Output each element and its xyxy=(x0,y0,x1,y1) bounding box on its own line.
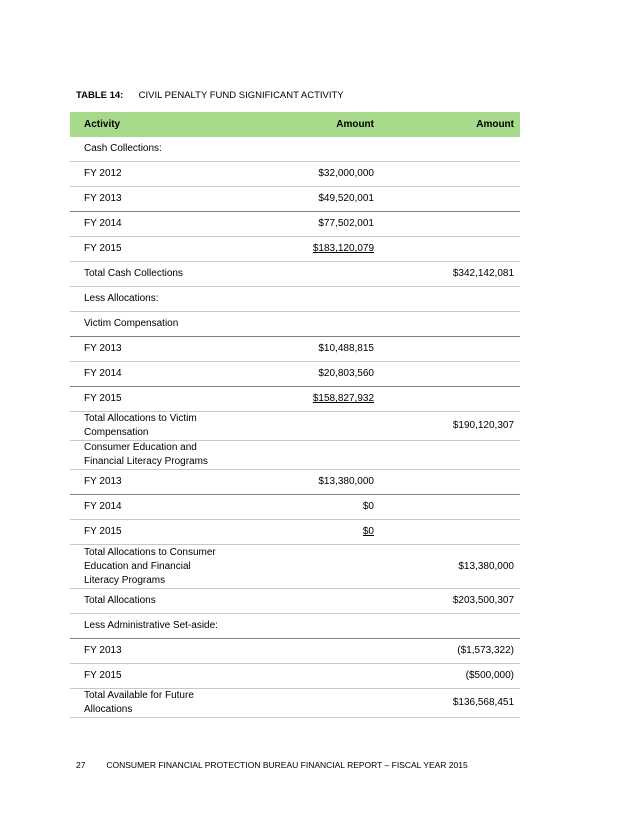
activity-cell: Total Cash Collections xyxy=(70,262,230,287)
amount-cell: $20,803,560 xyxy=(230,362,380,387)
activity-cell: Less Allocations: xyxy=(70,287,230,312)
civil-penalty-fund-table xyxy=(70,112,520,718)
amount-cell: $0 xyxy=(230,495,380,520)
table-row xyxy=(70,545,520,589)
total-amount-cell: $13,380,000 xyxy=(380,545,520,589)
amount-cell: $13,380,000 xyxy=(230,470,380,495)
table-row xyxy=(70,187,520,212)
activity-cell: FY 2014 xyxy=(70,362,230,387)
total-amount-cell: ($1,573,322) xyxy=(380,639,520,664)
total-amount-cell xyxy=(380,495,520,520)
total-amount-cell xyxy=(380,441,520,470)
activity-cell: FY 2015 xyxy=(70,387,230,412)
amount-cell: $0 xyxy=(230,520,380,545)
activity-cell: FY 2012 xyxy=(70,162,230,187)
total-amount-cell xyxy=(380,162,520,187)
table-row xyxy=(70,470,520,495)
amount-cell xyxy=(230,137,380,162)
total-amount-cell: ($500,000) xyxy=(380,664,520,689)
total-amount-cell xyxy=(380,187,520,212)
table-row xyxy=(70,495,520,520)
total-amount-cell xyxy=(380,362,520,387)
activity-cell: FY 2015 xyxy=(70,237,230,262)
header-amount: Amount xyxy=(230,112,380,137)
table-row xyxy=(70,520,520,545)
amount-cell xyxy=(230,441,380,470)
activity-cell: FY 2013 xyxy=(70,187,230,212)
footer-title: CONSUMER FINANCIAL PROTECTION BUREAU FINANCIAL REPORT – FISCAL YEAR 2015 xyxy=(106,760,468,770)
activity-cell: Cash Collections: xyxy=(70,137,230,162)
table-row xyxy=(70,287,520,312)
activity-cell: Total Allocations to Victim Compensation xyxy=(70,412,230,441)
activity-cell: Less Administrative Set-aside: xyxy=(70,614,230,639)
total-amount-cell: $136,568,451 xyxy=(380,689,520,718)
amount-cell: $32,000,000 xyxy=(230,162,380,187)
table-row xyxy=(70,639,520,664)
activity-cell: Total Available for Future Allocations xyxy=(70,689,230,718)
activity-cell: FY 2013 xyxy=(70,470,230,495)
activity-cell: FY 2015 xyxy=(70,520,230,545)
total-amount-cell xyxy=(380,387,520,412)
total-amount-cell xyxy=(380,287,520,312)
table-row xyxy=(70,312,520,337)
total-amount-cell xyxy=(380,212,520,237)
table-title: CIVIL PENALTY FUND SIGNIFICANT ACTIVITY xyxy=(138,90,344,101)
table-row xyxy=(70,614,520,639)
header-activity: Activity xyxy=(70,112,230,137)
table-row xyxy=(70,689,520,718)
table-row xyxy=(70,137,520,162)
table-row xyxy=(70,412,520,441)
table-row xyxy=(70,237,520,262)
amount-cell xyxy=(230,545,380,589)
activity-cell: Total Allocations xyxy=(70,589,230,614)
table-number: TABLE 14: xyxy=(76,90,124,101)
amount-cell: $183,120,079 xyxy=(230,237,380,262)
total-amount-cell xyxy=(380,614,520,639)
table-row xyxy=(70,212,520,237)
page-footer xyxy=(76,760,468,770)
total-amount-cell xyxy=(380,312,520,337)
total-amount-cell: $203,500,307 xyxy=(380,589,520,614)
total-amount-cell xyxy=(380,337,520,362)
total-amount-cell xyxy=(380,520,520,545)
total-amount-cell xyxy=(380,237,520,262)
table-row xyxy=(70,664,520,689)
table-row xyxy=(70,262,520,287)
table-row xyxy=(70,337,520,362)
amount-cell xyxy=(230,262,380,287)
activity-cell: FY 2014 xyxy=(70,212,230,237)
amount-cell xyxy=(230,664,380,689)
table-row xyxy=(70,362,520,387)
amount-cell xyxy=(230,689,380,718)
total-amount-cell: $190,120,307 xyxy=(380,412,520,441)
activity-cell: FY 2013 xyxy=(70,337,230,362)
page-number: 27 xyxy=(76,760,86,770)
total-amount-cell xyxy=(380,470,520,495)
amount-cell: $49,520,001 xyxy=(230,187,380,212)
activity-cell: FY 2015 xyxy=(70,664,230,689)
amount-cell: $77,502,001 xyxy=(230,212,380,237)
total-amount-cell: $342,142,081 xyxy=(380,262,520,287)
activity-cell: Victim Compensation xyxy=(70,312,230,337)
table-row xyxy=(70,162,520,187)
amount-cell xyxy=(230,639,380,664)
amount-cell xyxy=(230,614,380,639)
amount-cell xyxy=(230,412,380,441)
table-caption xyxy=(76,90,344,101)
header-amount-total: Amount xyxy=(380,112,520,137)
table-header-row xyxy=(70,112,520,137)
amount-cell xyxy=(230,589,380,614)
table-body xyxy=(70,137,520,718)
activity-cell: Consumer Education and Financial Literacy Programs xyxy=(70,441,230,470)
activity-cell: Total Allocations to Consumer Education and Financial Literacy Programs xyxy=(70,545,230,589)
activity-cell: FY 2013 xyxy=(70,639,230,664)
amount-cell xyxy=(230,287,380,312)
amount-cell: $10,488,815 xyxy=(230,337,380,362)
table-row xyxy=(70,441,520,470)
amount-cell xyxy=(230,312,380,337)
table-row xyxy=(70,387,520,412)
amount-cell: $158,827,932 xyxy=(230,387,380,412)
activity-cell: FY 2014 xyxy=(70,495,230,520)
table-row xyxy=(70,589,520,614)
total-amount-cell xyxy=(380,137,520,162)
